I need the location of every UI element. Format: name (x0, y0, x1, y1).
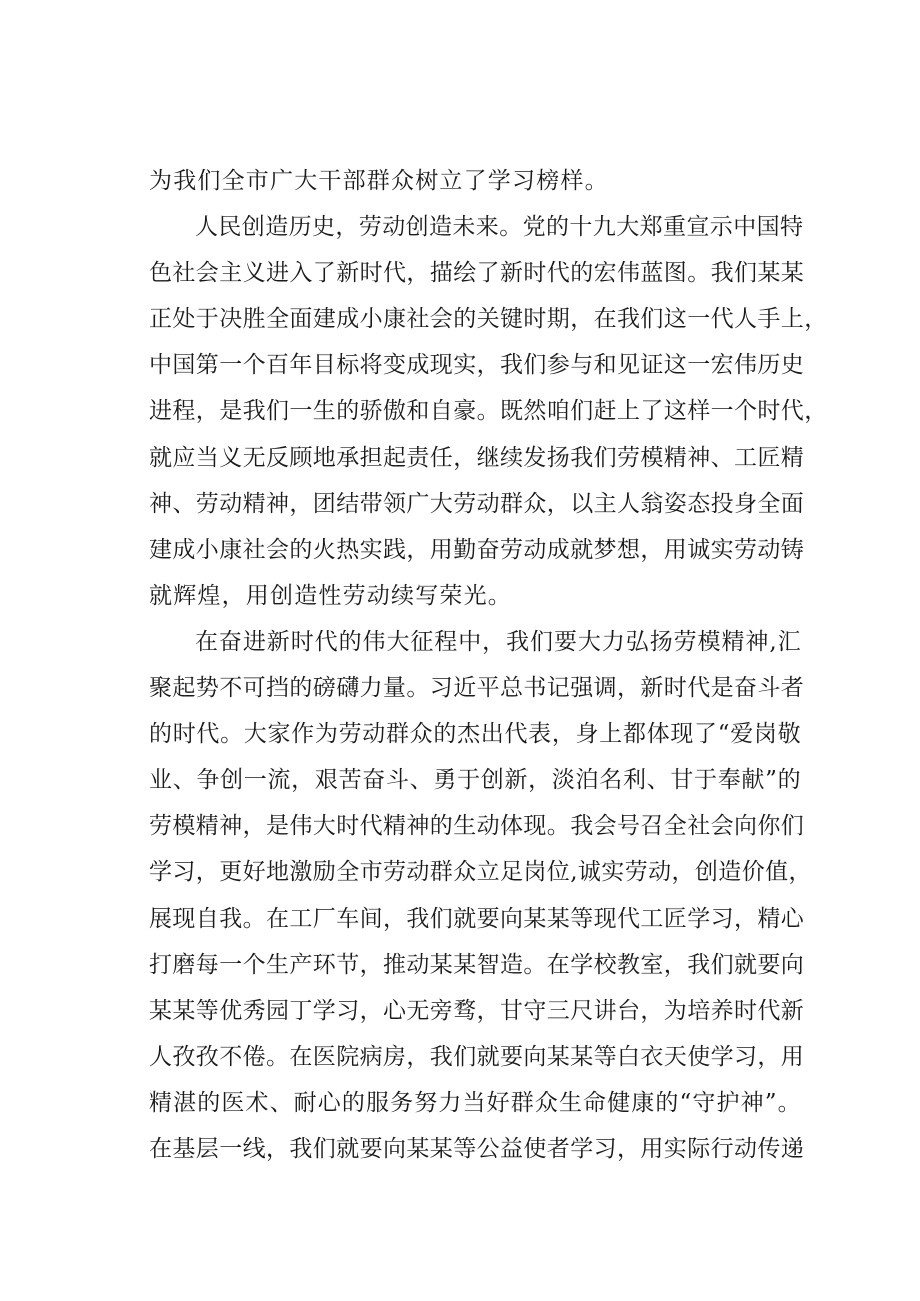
text-line: 人民创造历史，劳动创造未来。党的十九大郑重宣示中国特 (195, 214, 804, 241)
text-line: 为我们全市广大干部群众树立了学习榜样。 (149, 168, 609, 194)
text-line: 在奋进新时代的伟大征程中，我们要大力弘扬劳模精神,汇 (195, 628, 801, 655)
text-line: 建成小康社会的火热实践，用勤奋劳动成就梦想，用诚实劳动铸 (149, 536, 805, 563)
text-line: 神、劳动精神，团结带领广大劳动群众，以主人翁姿态投身全面 (149, 490, 805, 517)
text-line: 中国第一个百年目标将变成现实，我们参与和见证这一宏伟历史 (149, 352, 805, 379)
text-line: 聚起势不可挡的磅礴力量。习近平总书记强调，新时代是奋斗者 (149, 675, 805, 702)
text-line: 色社会主义进入了新时代，描绘了新时代的宏伟蓝图。我们某某 (149, 260, 805, 287)
text-line: 在基层一线，我们就要向某某等公益使者学习，用实际行动传递 (149, 1135, 805, 1162)
text-line: 精湛的医术、耐心的服务努力当好群众生命健康的“守护神”。 (149, 1089, 801, 1116)
text-line: 展现自我。在工厂车间，我们就要向某某等现代工匠学习，精心 (149, 905, 805, 932)
text-line: 进程，是我们一生的骄傲和自豪。既然咱们赶上了这样一个时代， (149, 398, 828, 425)
text-line: 某某等优秀园丁学习，心无旁骛，甘守三尺讲台，为培养时代新 (149, 997, 805, 1024)
text-line: 打磨每一个生产环节，推动某某智造。在学校教室，我们就要向 (149, 951, 805, 978)
body-text (149, 158, 828, 1172)
text-line: 学习，更好地激励全市劳动群众立足岗位,诚实劳动，创造价值， (149, 859, 812, 886)
text-line: 就应当义无反顾地承担起责任，继续发扬我们劳模精神、工匠精 (149, 444, 805, 471)
text-line: 正处于决胜全面建成小康社会的关键时期，在我们这一代人手上， (149, 306, 828, 333)
text-line: 的时代。大家作为劳动群众的杰出代表，身上都体现了“爱岗敬 (149, 721, 801, 748)
text-line: 人孜孜不倦。在医院病房，我们就要向某某等白衣天使学习，用 (149, 1043, 805, 1070)
text-line: 劳模精神，是伟大时代精神的生动体现。我会号召全社会向你们 (149, 813, 805, 840)
text-line: 就辉煌，用创造性劳动续写荣光。 (149, 582, 512, 609)
text-line: 业、争创一流，艰苦奋斗、勇于创新，淡泊名利、甘于奉献”的 (149, 767, 801, 794)
